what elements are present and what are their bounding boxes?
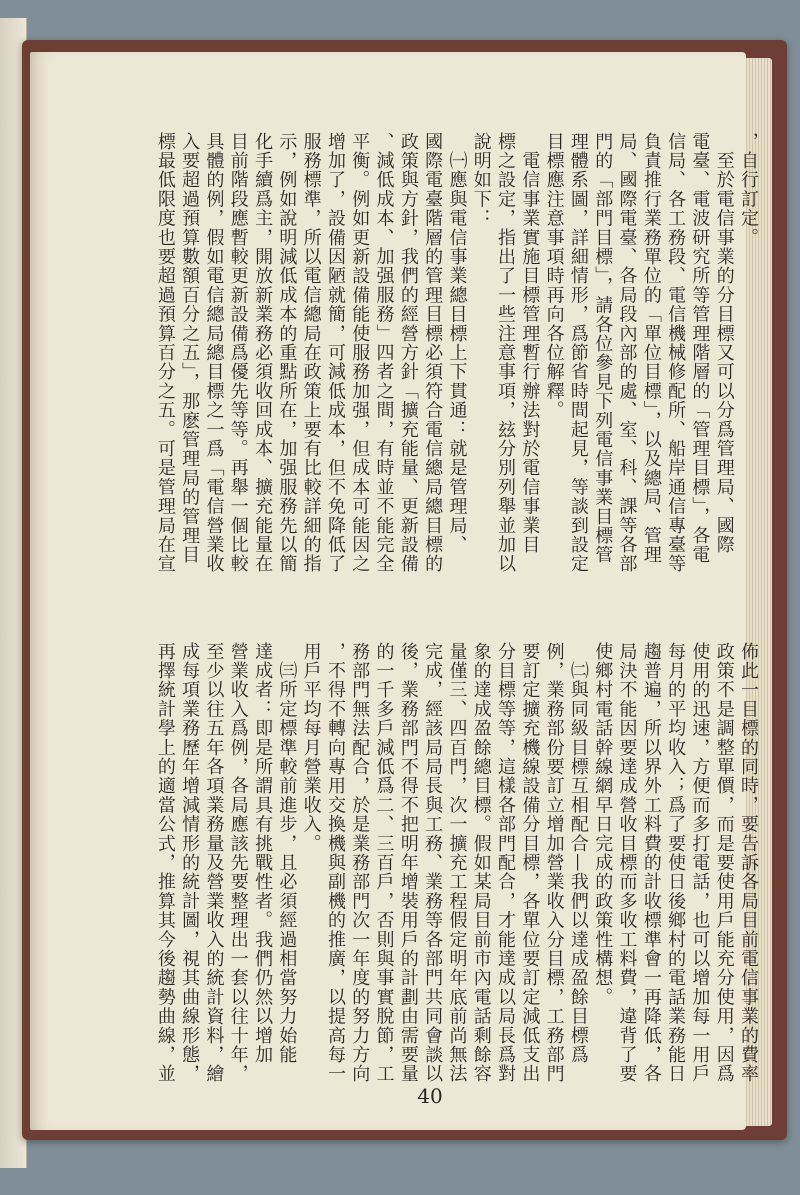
text-line: 後，業務部門不得不把明年增裝用戶的計劃由需要量 bbox=[397, 642, 419, 1084]
text-line: 信局、各工務段、電信機械修配所、船岸通信專臺等 bbox=[665, 132, 687, 574]
text-line: 增加了，設備因陋就簡，可減低成本，但不免降低了 bbox=[324, 132, 346, 574]
text-line: 完成，經該局局長與工務、業務等各部門共同會談以 bbox=[422, 642, 444, 1084]
text-line: 示，例如說明減低成本的重點所在，加强服務先以簡 bbox=[276, 132, 298, 574]
text-line: 理體系圖，詳細情形，爲節省時間起見，等談到設定 bbox=[567, 132, 589, 574]
text-line: 每月的平均收入；爲了要使日後鄉村的電話業務能日 bbox=[665, 642, 687, 1084]
text-line: 入要超過預算數額百分之五」，那麽管理局的管理目 bbox=[179, 132, 201, 565]
text-line: 至於電信事業的分目標又可以分爲管理局、國際 bbox=[713, 132, 735, 555]
text-line: 國際電臺階層的管理目標必須符合電信總局總目標的 bbox=[422, 132, 444, 574]
text-line: 電臺、電波研究所等管理階層的「管理目標」，各電 bbox=[689, 132, 711, 565]
text-line: 政策與方針，我們的經營方針「擴充能量、更新設備 bbox=[397, 132, 419, 574]
text-line: 量僅三、四百門，次一擴充工程假定明年底前尚無法 bbox=[446, 642, 468, 1084]
text-line: 局、國際電臺、各局段內部的處、室、科、課等各部 bbox=[616, 132, 638, 574]
text-line: 成每項業務歷年增減情形的統計圖，視其曲線形態， bbox=[179, 642, 201, 1084]
text-line: 目標應注意事項時再向各位解釋。 bbox=[543, 132, 565, 420]
page-number: 40 bbox=[417, 1084, 443, 1108]
text-line: 說明如下： bbox=[470, 132, 492, 228]
text-line: 的一千多戶減低爲二、三百戶，否則與事實脫節，工 bbox=[373, 642, 395, 1084]
text-line: 使鄉村電話幹線網早日完成的政策性構想。 bbox=[592, 642, 614, 1007]
text-line: 再擇統計學上的適當公式，推算其今後趨勢曲線，並 bbox=[154, 642, 176, 1084]
text-line: ㈠應與電信事業總目標上下貫通：就是管理局、 bbox=[446, 132, 468, 555]
text-line: 要訂定擴充機線設備分目標，各單位要訂定減低支出 bbox=[519, 642, 541, 1084]
text-line: 標最低限度也要超過預算百分之五。可是管理局在宣 bbox=[154, 132, 176, 574]
text-line: 化手續爲主，開放新業務必須收回成本、擴充能量在 bbox=[252, 132, 274, 574]
text-line: ，不得不轉向專用交換機與副機的推廣，以提高每一 bbox=[324, 642, 346, 1084]
text-line: 用戶平均每月營業收入。 bbox=[300, 642, 322, 854]
text-line: 具體的例，假如電信總局總目標之一爲「電信營業收 bbox=[203, 132, 225, 574]
text-block-top bbox=[108, 132, 760, 602]
text-line: 電信事業實施目標管理暫行辦法對於電信事業目 bbox=[519, 132, 541, 555]
text-line: 負責推行業務單位的「單位目標」，以及總局、管理 bbox=[640, 132, 662, 565]
text-line: 平衡。例如更新設備能使服務加强，但成本可能因之 bbox=[349, 132, 371, 574]
text-line: 分目標等等，這樣各部門配合，才能達成以局長爲對 bbox=[495, 642, 517, 1084]
text-line: 、減低成本、加强服務」四者之間，有時並不能完全 bbox=[373, 132, 395, 574]
text-line: 達成者：即是所謂具有挑戰性者。我們仍然以增加 bbox=[252, 642, 274, 1065]
text-line: 佈此一目標的同時，要告訴各局目前電信事業的費率 bbox=[738, 642, 759, 1084]
text-line: 局決不能因要達成營收目標而多收工料費，違背了要 bbox=[616, 642, 638, 1084]
text-line: 趨普遍，所以界外工料費的計收標準會一再降低，各 bbox=[640, 642, 662, 1084]
text-line: 政策不是調整單價，而是要使用戶能充分使用，因爲 bbox=[713, 642, 735, 1084]
text-block-bottom bbox=[106, 642, 760, 1084]
text-line: 門的「部門目標」，請各位參見下列電信事業目標管 bbox=[592, 132, 614, 565]
text-line: 例，業務部份要訂立增加營業收入分目標，工務部門 bbox=[543, 642, 565, 1084]
text-line: ㈡與同級目標互相配合—我們以達成盈餘目標爲 bbox=[567, 642, 589, 1065]
text-line: 目前階段應暫較更新設備爲優先等等。再舉一個比較 bbox=[227, 132, 249, 574]
text-line: ，自行訂定。 bbox=[738, 132, 759, 248]
text-line: 象的達成盈餘總目標。假如某局目前市內電話剩餘容 bbox=[470, 642, 492, 1084]
text-line: 使用的迅速，方便而多打電話，也可以增加每一用戶 bbox=[689, 642, 711, 1084]
text-line: 標之設定，指出了一些注意事項，玆分別列舉並加以 bbox=[495, 132, 517, 574]
text-line: 服務標準，所以電信總局在政策上要有比較詳細的指 bbox=[300, 132, 322, 574]
text-line: 務部門無法配合，於是業務部門次一年度的努力方向 bbox=[349, 642, 371, 1084]
text-line: 營業收入爲例，各局應該先要整理出一套以往十年， bbox=[227, 642, 249, 1084]
book-page bbox=[30, 52, 759, 1130]
text-line: 至少以往五年各項業務量及營業收入的統計資料，繪 bbox=[203, 642, 225, 1084]
text-line: ㈢所定標準較前進步，且必須經過相當努力始能 bbox=[276, 642, 298, 1065]
